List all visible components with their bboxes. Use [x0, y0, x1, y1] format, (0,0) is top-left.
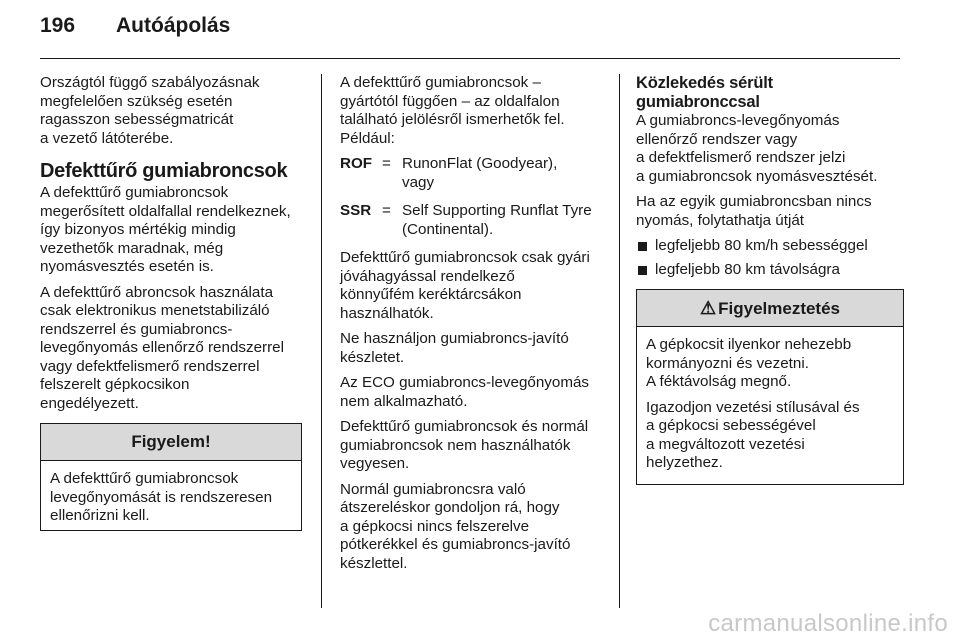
warning-box: [636, 289, 904, 485]
bullet-square-icon: [638, 266, 647, 275]
notice-box: [40, 423, 302, 531]
repair-kit-note: Ne használjon gumiabroncs-javító készletet.: [340, 330, 569, 366]
mixing-note: Defekttűrő gumiabroncsok és normál gumiabroncsok nem használhatók vegyesen.: [340, 418, 589, 472]
column-divider-2: [619, 74, 620, 608]
header-divider: [40, 58, 900, 59]
watermark: carmanualsonline.info: [708, 610, 948, 637]
section-heading-runflat: Defekttűrő gumiabroncsok: [40, 160, 288, 182]
eco-pressure-note: Az ECO gumiabroncs-levegőnyomás nem alkalmazható.: [340, 374, 590, 410]
warning-body: [637, 327, 903, 484]
column-2: [340, 74, 605, 580]
abbreviation-row: [340, 155, 605, 192]
warning-text-2: Igazodjon vezetési stílusával és a gépkocsi sebességével a megváltozott vezetési helyzethez.: [646, 398, 860, 471]
page-header: [40, 14, 230, 50]
runflat-usage-note: A defekttűrő abroncsok használata csak elektronikus menetstabilizáló rendszerrel és gumiabroncs- levegőnyomás ellenőrző rendszerrel vagy defektfelismerő rendszerrel felszerelt gépkocsikon engedélyezett.: [40, 283, 284, 412]
abbreviation-row: [340, 202, 605, 239]
abbreviation-value: RunonFlat (Goodyear), vagy: [402, 155, 558, 191]
list-item: [636, 237, 904, 256]
pressure-loss-text: A gumiabroncs-levegőnyomás ellenőrző rendszer vagy a defektfelismerő rendszer jelzi a gumiabroncsok nyomásvesztését.: [636, 112, 878, 185]
abbreviation-key: SSR: [340, 202, 372, 219]
abbreviation-value: Self Supporting Runflat Tyre (Continental).: [402, 202, 592, 238]
section-title: Autóápolás: [116, 14, 231, 37]
notice-body: A defekttűrő gumiabroncsok levegőnyomását is rendszeresen ellenőrizni kell.: [50, 470, 273, 524]
page-number: 196: [40, 14, 76, 37]
list-item-text: legfeljebb 80 km távolságra: [655, 260, 840, 278]
abbreviation-equals: =: [382, 155, 391, 172]
list-item: [636, 261, 904, 280]
warning-title-bar: [637, 290, 903, 327]
notice-title: Figyelem!: [41, 424, 301, 461]
list-item-text: legfeljebb 80 km/h sebességgel: [655, 237, 868, 254]
alloy-wheel-note: Defekttűrő gumiabroncsok csak gyári jóváhagyással rendelkező könnyűfém keréktárcsákon használhatók.: [340, 249, 590, 322]
column-1: [40, 74, 302, 531]
warning-text-1: A gépkocsit ilyenkor nehezebb kormányozni és vezetni. A féktávolság megnő.: [646, 336, 852, 390]
runflat-description: A defekttűrő gumiabroncsok megerősített oldalfallal rendelkeznek, így bizonyos mértékig mindig vezethetők maradnak, még nyomásvesztés esetén is.: [40, 184, 291, 275]
marking-intro: A defekttűrő gumiabroncsok – gyártótól függően – az oldalfalon található jelölésről ismerhetők fel. Például:: [340, 74, 565, 147]
column-divider-1: [321, 74, 322, 608]
warning-title: Figyelmeztetés: [718, 299, 841, 318]
continue-driving-text: Ha az egyik gumiabroncsban nincs nyomás, folytathatja útját: [636, 193, 872, 229]
section-heading-damaged-tyre: Közlekedés sérült gumiabronccsal: [636, 74, 773, 111]
conversion-note: Normál gumiabroncsra való átszereléskor gondoljon rá, hogy a gépkocsi nincs felszerelve pótkerékkel és gumiabroncs-javító készlettel.: [340, 480, 571, 572]
column-3: [636, 74, 904, 485]
bullet-square-icon: [638, 242, 647, 251]
abbreviation-key: ROF: [340, 155, 373, 172]
warning-triangle-icon: ⚠: [699, 298, 717, 318]
abbreviation-equals: =: [382, 202, 391, 219]
intro-text: Országtól függő szabályozásnak megfelelően szükség esetén ragasszon sebességmatricát a vezető látóterébe.: [40, 74, 260, 147]
